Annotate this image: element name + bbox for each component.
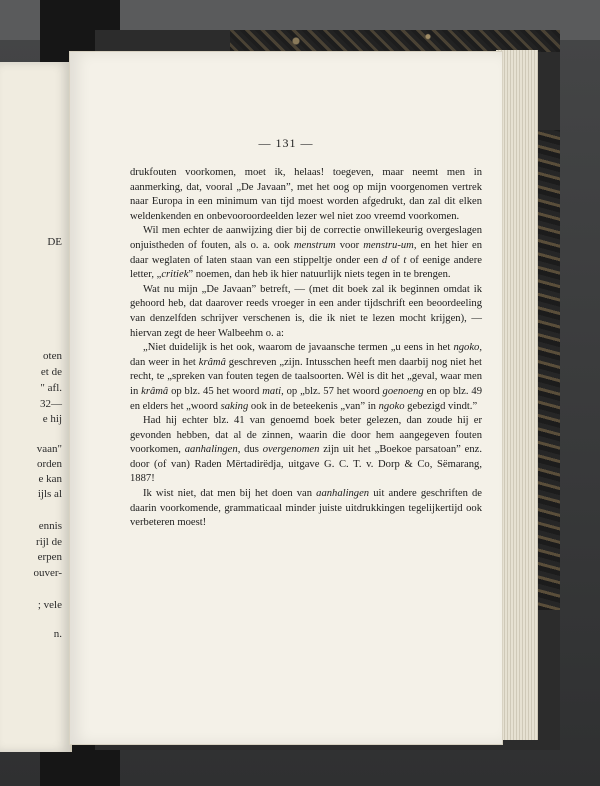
paragraph: „Niet duidelijk is het ook, waarom de javaansche termen „u eens in het ngoko, dan weer in het krâmâ geschreven „zijn. Intusschen heeft men daarbij nog niet het recht, te „spreken van fouten tegen de taalsoorten. Wèl is dit het „geval, waar men in krâmâ op blz. 45 het woord mati, op „blz. 57 het woord goenoeng en op blz. 49 en elders het „woord saking ook in de beteekenis „van” in ngoko gebezigd vindt.”: [130, 342, 483, 412]
paragraph: Wat nu mijn „De Javaan” betreft, — (met dit boek zal ik beginnen omdat ik gehoord heb, dat daarover reeds vroeger in een ander tijdschrift een beoordeeling van denzelfden schrijver verschenen is, die ik niet te lezen mocht krijgen), — hiervan zegt de heer Walbeehm o. a:: [130, 283, 482, 339]
paragraph: Had hij echter blz. 41 van genoemd boek beter gelezen, dan zoude hij er gevonden hebben, dat al de zinnen, waarin die door hem aangegeven fouten voorkomen, aanhalingen, dus overgenomen zijn uit het „Boekoe parsatoan” enz. door (of van) Raden Mërtadirëdja, uitgave G. C. T. v. Dorp & Co, Sëmarang, 1887!: [130, 415, 482, 485]
paragraph: Wil men echter de aanwijzing dier bij de correctie onwillekeurig overgeslagen onjuistheden of fouten, als o. a. ook menstrum voor menstru-um, en het hier en daar weglaten of laten staan van een stippeltje onder een d of t of eenige andere letter, „critiek” noemen, dan heb ik hier natuurlijk niets tegen in te brengen.: [130, 225, 483, 281]
left-page-fragment: ouver-: [33, 567, 62, 579]
left-page-fragment: e kan: [38, 473, 62, 485]
paragraph: Ik wist niet, dat men bij het doen van aanhalingen uit andere geschriften de daarin voorkomende, grammaticaal minder juiste uitdrukkingen tegelijkertijd ook verbeteren moest!: [130, 488, 482, 529]
left-page-fragment: ; vele: [37, 599, 62, 611]
left-page-fragment: vaan": [36, 443, 62, 455]
page-edges: [496, 50, 538, 740]
left-page-fragment: orden: [36, 458, 62, 470]
marbled-cover-side: [536, 130, 560, 610]
left-page-fragment: rijl de: [36, 536, 62, 548]
left-page-fragment: ennis: [38, 520, 62, 532]
left-page-fragment: erpen: [37, 551, 62, 563]
book-page: [70, 52, 502, 744]
page-text: [130, 166, 482, 531]
left-page-fragment: oten: [43, 350, 62, 362]
left-page-fragment: ijls al: [37, 488, 62, 500]
left-page-fragment: et de: [40, 366, 62, 378]
left-page-fragment: " afl.: [40, 382, 62, 394]
paragraph: drukfouten voorkomen, moet ik, helaas! toegeven, maar neemt men in aanmerking, dat, vooral „De Javaan”, met het oog op mijn voorgenomen vertrek naar Europa in een minimum van tijd moest worden afgedrukt, dan zal dit elken weldenkenden en onbevooroordeelden lezer wel niet zoo vreemd voorkomen.: [130, 167, 482, 222]
left-facing-page: [0, 62, 72, 752]
marbled-cover-top: [230, 30, 560, 52]
left-page-fragment: n.: [53, 628, 62, 640]
left-page-fragment: e hij: [42, 413, 62, 425]
left-page-fragment: DE: [47, 236, 62, 248]
page-number: — 131 —: [258, 136, 314, 150]
left-page-fragment: 32—: [40, 398, 62, 410]
